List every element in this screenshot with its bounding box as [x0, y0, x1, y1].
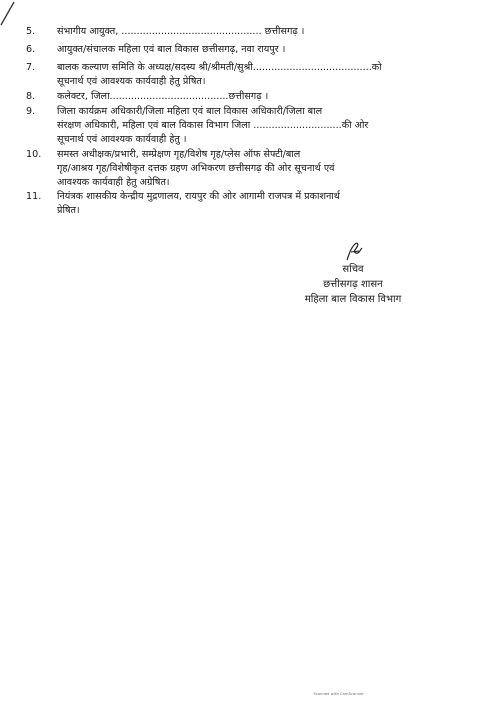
item-number: 5. — [26, 26, 36, 37]
item-number: 6. — [26, 44, 36, 55]
item-number: 11. — [26, 191, 42, 202]
signature-block — [268, 240, 438, 307]
corner-pen-stroke — [0, 0, 16, 26]
item-text: समस्त अधीक्षक/प्रभारी, सम्प्रेक्षण गृह/विशेष गृह/प्लेस ऑफ सेफ्टी/बाल गृह/आश्रय गृह/विशेषीकृत दत्तक ग्रहण अभिकरण छत्तीसगढ़ की ओर सूचनार्थ एवं आवश्यक कार्यवाही हेतु अग्रेषित। — [57, 149, 335, 189]
signature-scribble — [333, 240, 373, 262]
item-text: संभागीय आयुक्त, .............................................. छत्तीसगढ़ । — [57, 26, 305, 37]
item-number: 9. — [26, 106, 36, 117]
item-text: कलेक्टर, जिला.......................................छत्तीसगढ़ । — [57, 91, 269, 102]
item-number: 8. — [26, 91, 36, 102]
item-number: 10. — [26, 149, 42, 160]
item-text: बालक कल्याण समिति के अध्यक्ष/सदस्य श्री/श्रीमती/सुश्री.......................................को सूचनार्थ एवं आवश्यक कार्यवाही हेतु प्रेषित। — [57, 62, 382, 88]
item-number: 7. — [26, 62, 36, 73]
item-text: जिला कार्यक्रम अधिकारी/जिला महिला एवं बाल विकास अधिकारी/जिला बाल संरक्षण अधिकारी, महिला एवं बाल विकास विभाग जिला .............................की ओर सूचनार्थ एवं आवश्यक कार्यवाही हेतु । — [57, 106, 369, 146]
signatory-title: सचिव — [342, 264, 364, 275]
scanner-watermark: Scanned with CamScanner — [313, 692, 364, 696]
item-text: आयुक्त/संचालक महिला एवं बाल विकास छत्तीसगढ़, नवा रायपुर । — [57, 44, 286, 55]
item-text: नियंत्रक शासकीय केन्द्रीय मुद्रणालय, रायपुर की ओर आगामी राजपत्र में प्रकाशनार्थ प्रेषित। — [57, 191, 340, 217]
signatory-org: छत्तीसगढ़ शासन — [323, 279, 383, 290]
signatory-department: महिला बाल विकास विभाग — [304, 294, 402, 305]
